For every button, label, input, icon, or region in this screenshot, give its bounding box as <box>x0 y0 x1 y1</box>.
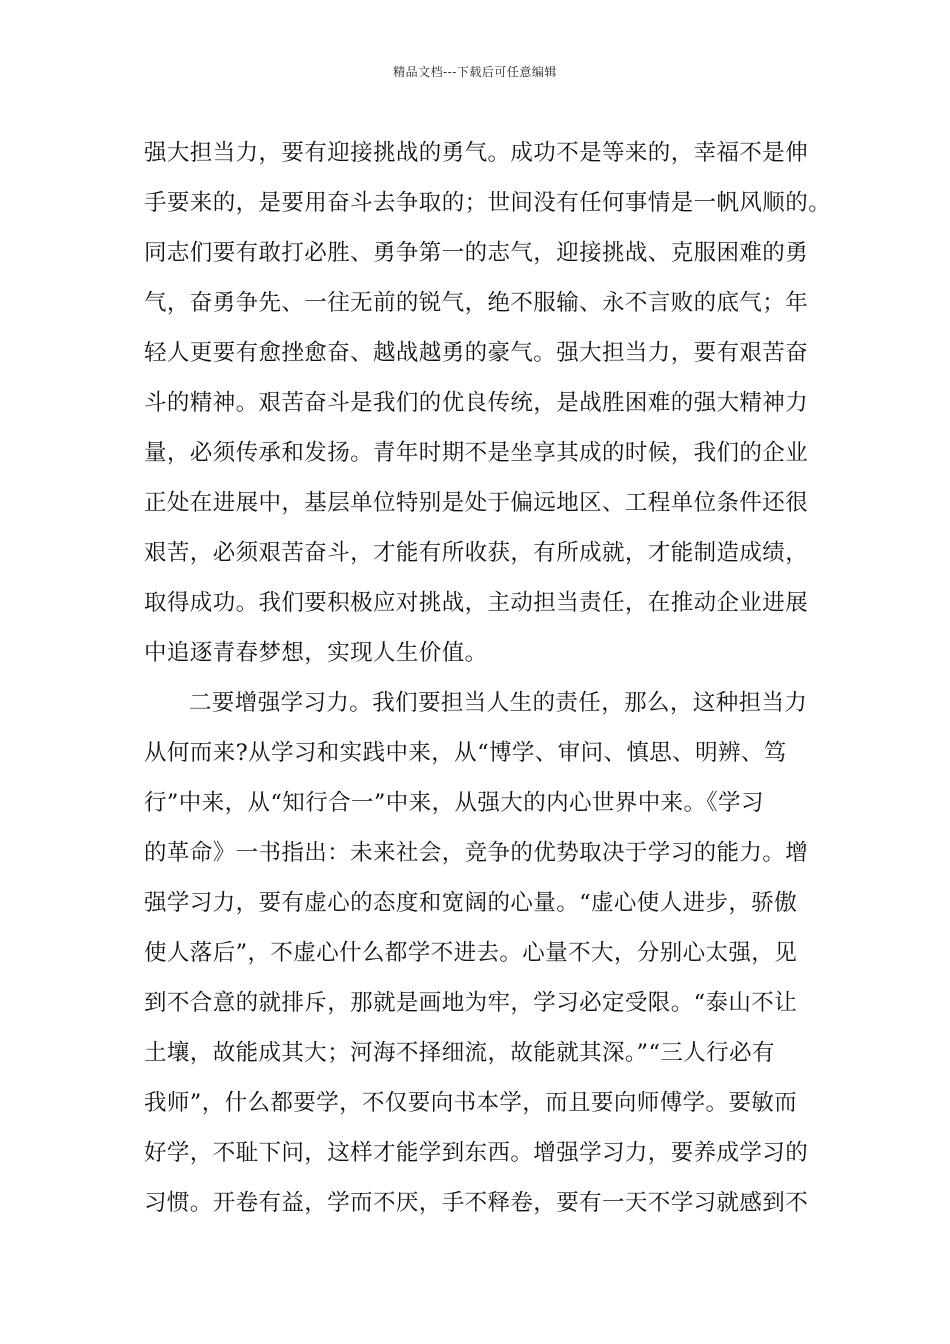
text-line: 轻人更要有愈挫愈奋、越战越勇的豪气。强大担当力，要有艰苦奋 <box>144 340 809 366</box>
text-line: 我师”，什么都要学，不仅要向书本学，而且要向师傅学。要敏而 <box>144 1090 798 1116</box>
text-line: 手要来的，是要用奋斗去争取的；世间没有任何事情是一帆风顺的。 <box>144 190 832 216</box>
text-line: 强大担当力，要有迎接挑战的勇气。成功不是等来的，幸福不是伸 <box>144 140 809 166</box>
page-header: 精品文档---下载后可任意编辑 <box>393 65 557 79</box>
text-line: 到不合意的就排斥，那就是画地为牢，学习必定受限。“泰山不让 <box>144 990 798 1016</box>
text-line: 使人落后”，不虚心什么都学不进去。心量不大，分别心太强，见 <box>144 940 798 966</box>
document-body <box>144 128 832 1228</box>
paragraph-start-line: 二要增强学习力。我们要担当人生的责任，那么，这种担当力 <box>189 690 808 716</box>
text-line: 气，奋勇争先、一往无前的锐气，绝不服输、永不言败的底气；年 <box>144 290 809 316</box>
text-line: 量，必须传承和发扬。青年时期不是坐享其成的时候，我们的企业 <box>144 440 809 466</box>
text-line: 的革命》一书指出：未来社会，竞争的优势取决于学习的能力。增 <box>144 840 809 866</box>
text-line: 土壤，故能成其大；河海不择细流，故能就其深。”“三人行必有 <box>144 1040 775 1066</box>
text-line: 强学习力，要有虚心的态度和宽阔的心量。“虚心使人进步，骄傲 <box>144 890 798 916</box>
text-line: 中追逐青春梦想，实现人生价值。 <box>144 640 488 666</box>
text-line: 正处在进展中，基层单位特别是处于偏远地区、工程单位条件还很 <box>144 490 809 516</box>
text-line: 取得成功。我们要积极应对挑战，主动担当责任，在推动企业进展 <box>144 590 809 616</box>
text-line: 习惯。开卷有益，学而不厌，手不释卷，要有一天不学习就感到不 <box>144 1190 809 1216</box>
text-line: 从何而来?从学习和实践中来，从“博学、审问、慎思、明辨、笃 <box>144 740 787 766</box>
text-line: 同志们要有敢打必胜、勇争第一的志气，迎接挑战、克服困难的勇 <box>144 240 809 266</box>
text-line: 好学，不耻下问，这样才能学到东西。增强学习力，要养成学习的 <box>144 1140 809 1166</box>
text-line: 行”中来，从“知行合一”中来，从强大的内心世界中来。《学习 <box>144 790 764 816</box>
text-line: 斗的精神。艰苦奋斗是我们的优良传统，是战胜困难的强大精神力 <box>144 390 809 416</box>
text-line: 艰苦，必须艰苦奋斗，才能有所收获，有所成就，才能制造成绩， <box>144 540 809 566</box>
